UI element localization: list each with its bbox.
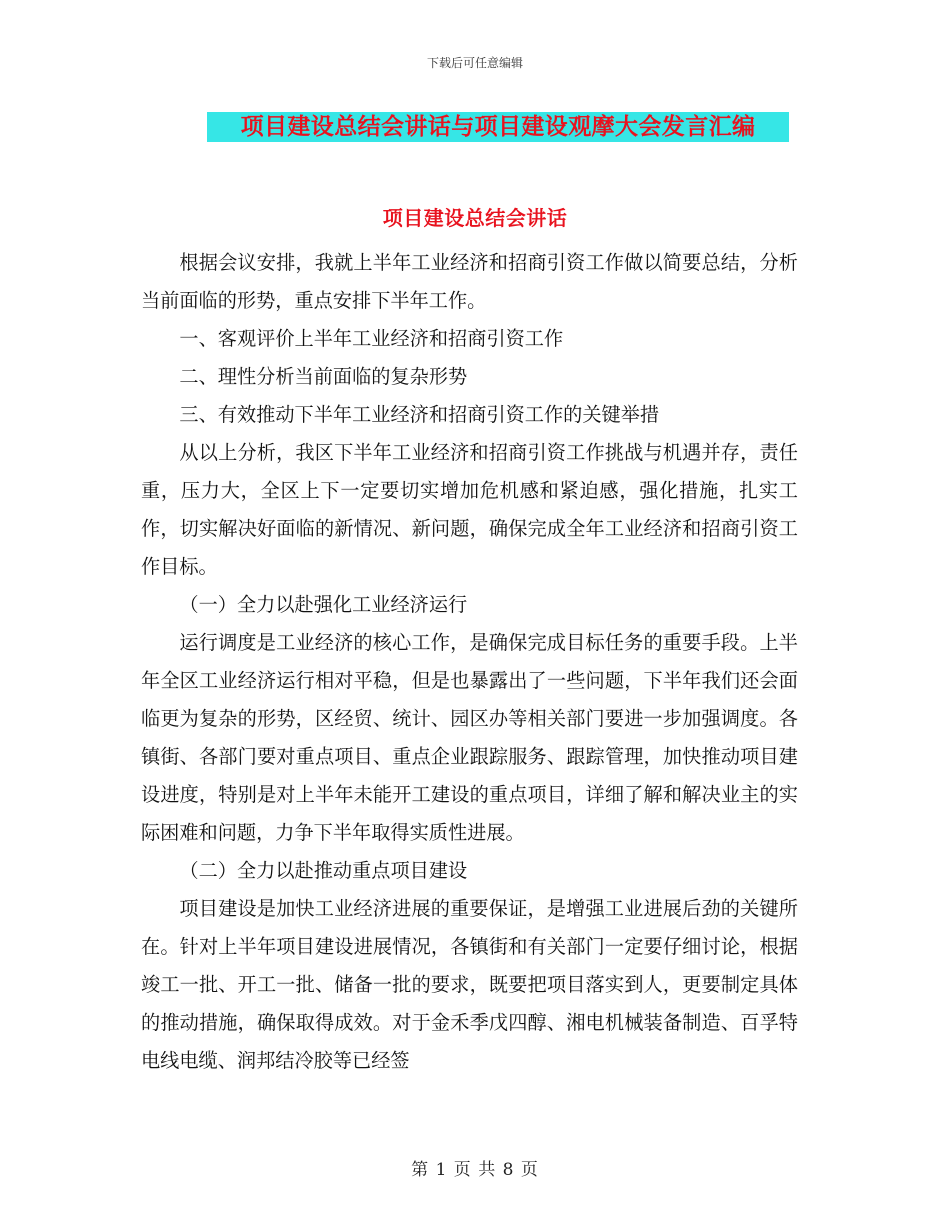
section-heading-1: 一、客观评价上半年工业经济和招商引资工作 bbox=[179, 327, 564, 350]
main-title-highlight bbox=[207, 112, 789, 142]
subsection-heading-1: （一）全力以赴强化工业经济运行 bbox=[179, 593, 468, 616]
main-title: 项目建设总结会讲话与项目建设观摩大会发言汇编 bbox=[240, 114, 756, 140]
subsection-heading-2: （二）全力以赴推动重点项目建设 bbox=[179, 859, 468, 882]
paragraph-operation: 运行调度是工业经济的核心工作，是确保完成目标任务的重要手段。上半年全区工业经济运行相对平稳，但是也暴露出了一些问题，下半年我们还会面临更为复杂的形势，区经贸、统计、园区办等相关部门要进一步加强调度。各镇街、各部门要对重点项目、重点企业跟踪服务、跟踪管理，加快推动项目建设进度，特别是对上半年未能开工建设的重点项目，详细了解和解决业主的实际困难和问题，力争下半年取得实质性进展。 bbox=[141, 631, 798, 844]
sub-title: 项目建设总结会讲话 bbox=[382, 206, 568, 230]
page-footer: 第 1 页 共 8 页 bbox=[411, 1160, 539, 1180]
paragraph-intro: 根据会议安排，我就上半年工业经济和招商引资工作做以简要总结，分析当前面临的形势，重点安排下半年工作。 bbox=[141, 251, 798, 312]
paragraph-projects: 项目建设是加快工业经济进展的重要保证，是增强工业进展后劲的关键所在。针对上半年项目建设进展情况，各镇街和有关部门一定要仔细讨论，根据竣工一批、开工一批、储备一批的要求，既要把项目落实到人，更要制定具体的推动措施，确保取得成效。对于金禾季戊四醇、湘电机械装备制造、百孚特电线电缆、润邦结冷胶等已经签 bbox=[141, 897, 798, 1072]
header-note: 下载后可任意编辑 bbox=[426, 56, 523, 70]
section-heading-3: 三、有效推动下半年工业经济和招商引资工作的关键举措 bbox=[179, 403, 660, 426]
document-body bbox=[141, 244, 798, 1080]
paragraph-analysis: 从以上分析，我区下半年工业经济和招商引资工作挑战与机遇并存，责任重，压力大，全区上下一定要切实增加危机感和紧迫感，强化措施，扎实工作，切实解决好面临的新情况、新问题，确保完成全年工业经济和招商引资工作目标。 bbox=[141, 441, 798, 578]
section-heading-2: 二、理性分析当前面临的复杂形势 bbox=[179, 365, 468, 388]
